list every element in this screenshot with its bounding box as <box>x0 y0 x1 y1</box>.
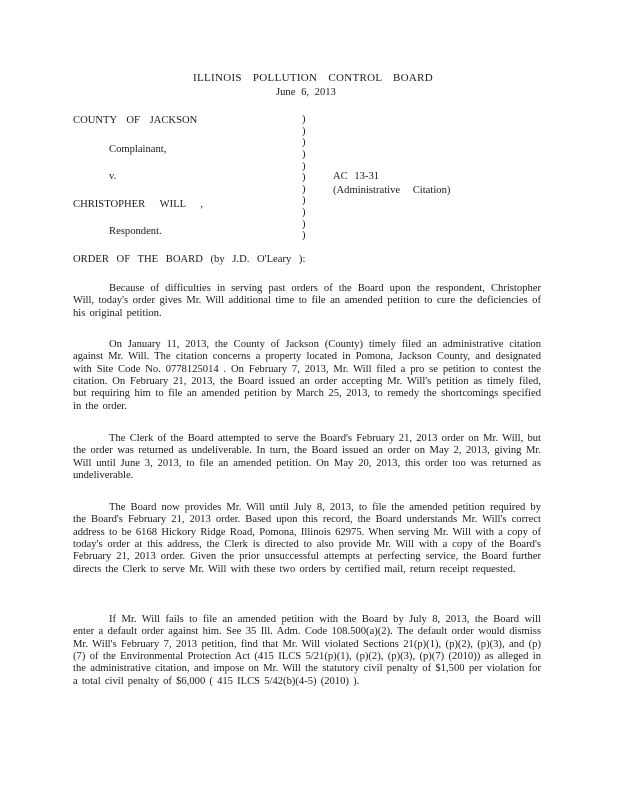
agency-heading: ILLINOIS POLLUTION CONTROL BOARD <box>193 72 434 84</box>
case-type: (Administrative Citation) <box>333 185 451 196</box>
paren: ) <box>302 137 306 149</box>
paragraph-text: On January 11, 2013, the County of Jackson (County) timely filed an administrative citation against Mr. Will. The citation concerns a property located in Pomona, Jackson County, and designated with Site Code No. 0778125014 . On February 7, 2013, Mr. Will filed a pro se petition to contest the citation. On February 21, 2013, the Board issued an order accepting Mr. Will's petition as timely filed, but requiring him to file an amended petition by March 25, 2013, to remedy the shortcomings specified in the order. <box>73 339 541 412</box>
paragraph-text: Because of difficulties in serving past orders of the Board upon the respondent, Christopher Will, today's order gives Mr. Will additional time to file an amended petition to cure the deficiencies of his original petition. <box>73 283 541 319</box>
paragraph-text: The Clerk of the Board attempted to serve the Board's February 21, 2013 order on Mr. Will, but the order was returned as undeliverable. In turn, the Board issued an order on May 2, 2013, giving Mr. Will until June 3, 2013, to file an amended petition. On May 20, 2013, this order too was returned as undeliverable. <box>73 433 541 482</box>
paren: ) <box>302 125 306 137</box>
paren: ) <box>302 183 306 195</box>
paragraph-4 <box>73 502 541 576</box>
order-date: June 6, 2013 <box>276 87 336 98</box>
versus-label: v. <box>109 171 117 182</box>
paren: ) <box>302 172 306 184</box>
paren: ) <box>302 218 306 230</box>
paragraph-5 <box>73 614 541 688</box>
paren: ) <box>302 207 306 219</box>
respondent-role: Respondent. <box>109 226 162 237</box>
caption-parentheses <box>302 114 312 242</box>
case-number: AC 13-31 <box>333 171 380 182</box>
complainant-role: Complainant, <box>109 144 167 155</box>
paragraph-1 <box>73 283 541 320</box>
complainant-name: COUNTY OF JACKSON <box>73 115 198 126</box>
paragraph-2 <box>73 339 541 413</box>
paren: ) <box>302 230 306 242</box>
paragraph-text: The Board now provides Mr. Will until July 8, 2013, to file the amended petition required by the Board's February 21, 2013 order. Based upon this record, the Board understands Mr. Will's correct address to be 6168 Hickory Ridge Road, Pomona, Illinois 62975. When serving Mr. Will with a copy of today's order at this address, the Clerk is directed to also provide Mr. Will with a copy of the Board's February 21, 2013 order. Given the prior unsuccessful attempts at perfecting service, the Board further directs the Clerk to serve Mr. Will with these two orders by certified mail, return receipt requested. <box>73 502 541 575</box>
respondent-name: CHRISTOPHER WILL , <box>73 199 204 210</box>
paren: ) <box>302 114 306 125</box>
paren: ) <box>302 195 306 207</box>
paren: ) <box>302 148 306 160</box>
paragraph-3 <box>73 433 541 482</box>
paren: ) <box>302 160 306 172</box>
order-heading: ORDER OF THE BOARD (by J.D. O'Leary ): <box>73 254 306 265</box>
paragraph-text: If Mr. Will fails to file an amended petition with the Board by July 8, 2013, the Board will enter a default order against him. See 35 Ill. Adm. Code 108.500(a)(2). The default order would dismiss Mr. Will's February 7, 2013 petition, find that Mr. Will violated Sections 21(p)(1), (p)(2), (p)(3), and (p)(7) of the Environmental Protection Act (415 ILCS 5/21(p)(1), (p)(2), (p)(3), (p)(7) (2010)) as alleged in the administrative citation, and impose on Mr. Will the statutory civil penalty of $1,500 per violation for a total civil penalty of $6,000 ( 415 ILCS 5/42(b)(4-5) (2010) ). <box>73 614 541 687</box>
